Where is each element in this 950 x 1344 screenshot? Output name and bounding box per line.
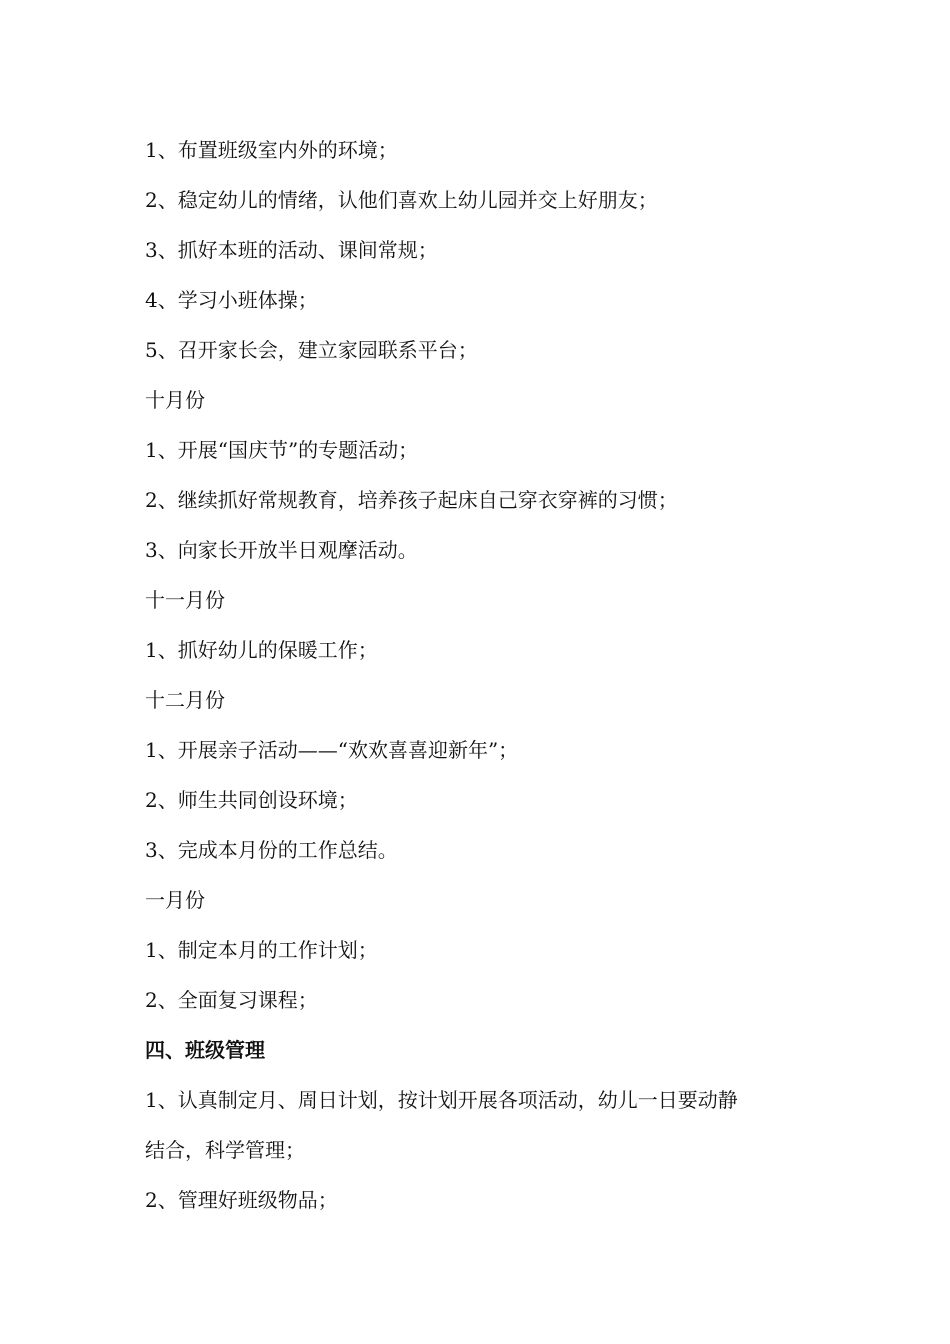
text-line: 2、稳定幼儿的情绪，认他们喜欢上幼儿园并交上好朋友； — [145, 188, 658, 212]
text-line: 3、完成本月份的工作总结。 — [145, 838, 398, 862]
text-line: 1、制定本月的工作计划； — [145, 938, 378, 962]
text-line: 1、开展亲子活动——“欢欢喜喜迎新年”； — [145, 738, 519, 762]
document-page — [145, 125, 825, 1225]
text-line: 2、管理好班级物品； — [145, 1188, 338, 1212]
text-line: 1、开展“国庆节”的专题活动； — [145, 438, 419, 462]
text-line: 1、布置班级室内外的环境； — [145, 138, 398, 162]
month-heading: 十二月份 — [145, 688, 225, 712]
month-heading: 一月份 — [145, 888, 205, 912]
month-heading: 十月份 — [145, 388, 205, 412]
text-line: 2、师生共同创设环境； — [145, 788, 358, 812]
text-line: 5、召开家长会，建立家园联系平台； — [145, 338, 478, 362]
text-line: 3、抓好本班的活动、课间常规； — [145, 238, 438, 262]
text-line: 4、学习小班体操； — [145, 288, 318, 312]
text-line: 结合，科学管理； — [145, 1138, 305, 1162]
text-line: 1、抓好幼儿的保暖工作； — [145, 638, 378, 662]
text-line: 3、向家长开放半日观摩活动。 — [145, 538, 418, 562]
section-heading: 四、班级管理 — [145, 1038, 265, 1062]
text-line: 2、继续抓好常规教育，培养孩子起床自己穿衣穿裤的习惯； — [145, 488, 678, 512]
text-line: 1、认真制定月、周日计划，按计划开展各项活动，幼儿一日要动静 — [145, 1088, 738, 1112]
text-line: 2、全面复习课程； — [145, 988, 318, 1012]
month-heading: 十一月份 — [145, 588, 225, 612]
